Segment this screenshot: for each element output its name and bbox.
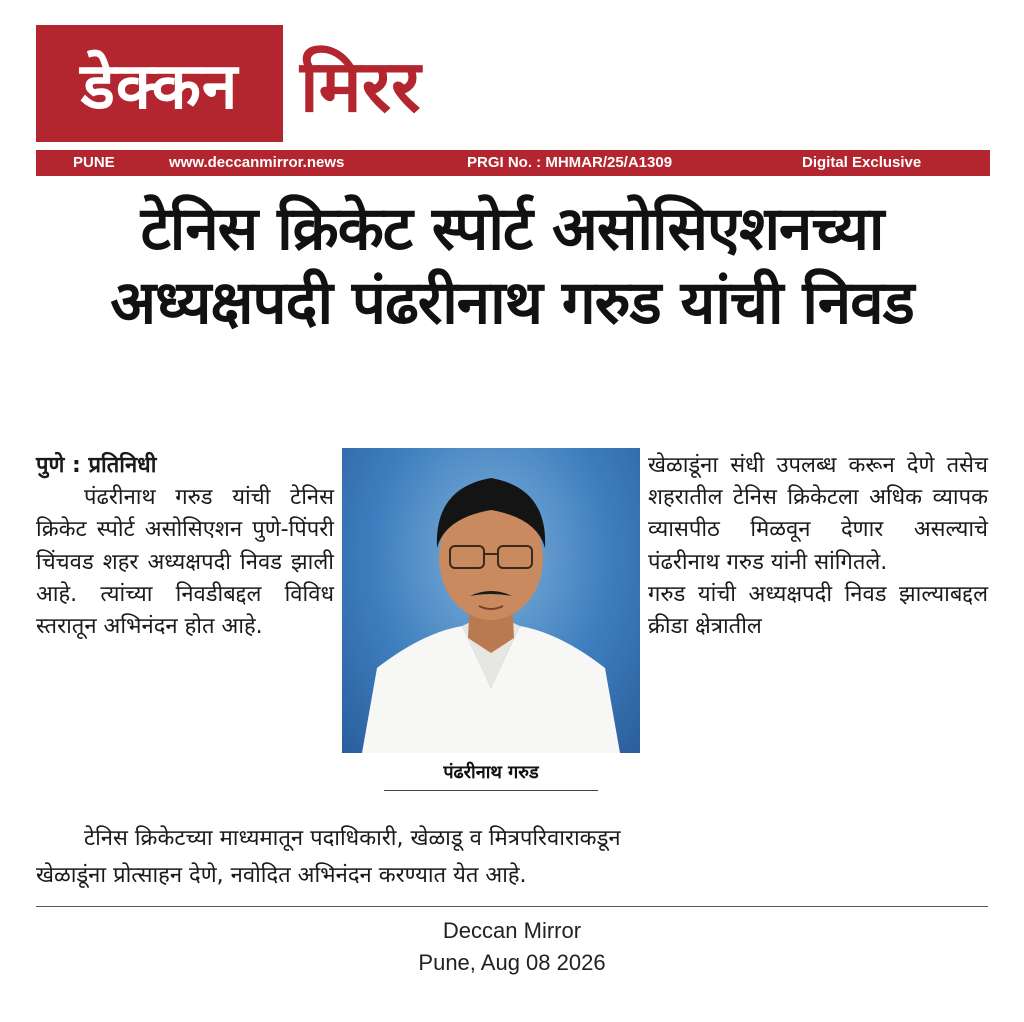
dateline: पुणे : प्रतिनिधी — [36, 453, 157, 478]
info-bar — [36, 150, 990, 176]
website-link[interactable]: www.deccanmirror.news — [169, 154, 345, 171]
photo-caption: पंढरीनाथ गरुड — [443, 762, 539, 783]
footer-place-date: Pune, Aug 08 2026 — [418, 950, 606, 975]
right-column-text-1: खेळाडूंना संधी उपलब्ध करून देणे तसेच शहरातील टेनिस क्रिकेटला अधिक व्यापक व्यासपीठ मिळवून देणार असल्याचे पंढरीनाथ गरुड यांनी सांगितले. — [648, 453, 988, 575]
edition-tag: Digital Exclusive — [802, 154, 922, 171]
right-column — [648, 450, 988, 643]
logo-text-left: डेक्कन — [80, 50, 239, 124]
bottom-line-1: टेनिस क्रिकेटच्या माध्यमातून पदाधिकारी, खेळाडू व मित्रपरिवाराकडून — [84, 826, 621, 851]
prgi-number: PRGI No. : MHMAR/25/A1309 — [467, 154, 673, 171]
bottom-line-2: खेळाडूंना प्रोत्साहन देणे, नवोदित अभिनंदन करण्यात येत आहे. — [36, 863, 527, 888]
portrait-photo — [342, 448, 640, 753]
masthead-logo-word: मिरर — [300, 43, 421, 128]
portrait-illustration — [342, 448, 640, 753]
city-label: PUNE — [73, 154, 115, 171]
left-column-text: पंढरीनाथ गरुड यांची टेनिस क्रिकेट स्पोर्ट असोसिएशन पुणे-पिंपरी चिंचवड शहर अध्यक्षपदी निवड झाली आहे. त्यांच्या निवडीबद्दल विविध स्तरातून अभिनंदन होत आहे. — [36, 485, 334, 640]
headline-line-2: अध्यक्षपदी पंढरीनाथ गरुड यांची निवड — [110, 268, 914, 338]
masthead-logo — [36, 25, 283, 142]
right-column-text-2: गरुड यांची अध्यक्षपदी निवड झाल्याबद्दल क्रीडा क्षेत्रातील — [648, 581, 988, 640]
headline-line-1: टेनिस क्रिकेट स्पोर्ट असोसिएशनच्या — [140, 194, 884, 264]
headline — [30, 192, 994, 340]
footer-divider — [36, 906, 988, 907]
caption-underline — [384, 790, 598, 791]
bottom-paragraph — [36, 820, 988, 894]
footer-publisher: Deccan Mirror — [442, 918, 582, 943]
left-column — [36, 450, 334, 643]
